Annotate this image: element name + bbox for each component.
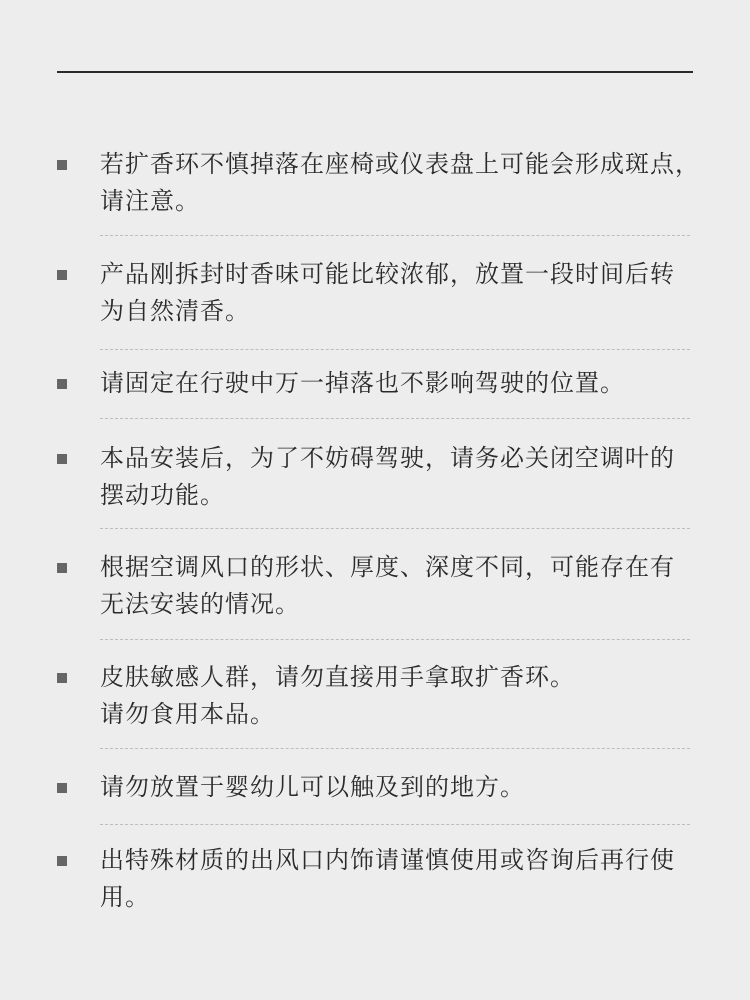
square-bullet-icon (57, 454, 67, 464)
square-bullet-icon (57, 160, 67, 170)
dashed-divider (100, 528, 690, 529)
cropped-title (52, 0, 362, 8)
dashed-divider (100, 824, 690, 825)
dashed-divider (100, 349, 690, 350)
list-item-text (100, 659, 700, 733)
line-1: 出特殊材质的出风口内饰请谨慎使用或咨询后再行使 (100, 846, 675, 874)
list-item-text (100, 842, 700, 916)
line-2: 请注意。 (100, 187, 200, 215)
title-underline (57, 71, 693, 73)
square-bullet-icon (57, 563, 67, 573)
square-bullet-icon (57, 379, 67, 389)
dashed-divider (100, 639, 690, 640)
dashed-divider (100, 235, 690, 236)
list-item-text (100, 256, 700, 330)
line-1: 若扩香环不慎掉落在座椅或仪表盘上可能会形成斑点， (100, 150, 700, 178)
line-1: 产品刚拆封时香味可能比较浓郁，放置一段时间后转 (100, 260, 675, 288)
line-1: 本品安装后，为了不妨碍驾驶，请务必关闭空调叶的 (100, 444, 675, 472)
square-bullet-icon (57, 673, 67, 683)
line-1: 皮肤敏感人群，请勿直接用手拿取扩香环。 (100, 663, 575, 691)
list-item-text (100, 440, 700, 514)
dashed-divider (100, 748, 690, 749)
line-1: 请固定在行驶中万一掉落也不影响驾驶的位置。 (100, 369, 625, 397)
line-2: 请勿食用本品。 (100, 700, 275, 728)
list-item-text (100, 146, 700, 220)
list-item-text (100, 769, 700, 806)
line-2: 为自然清香。 (100, 297, 250, 325)
list-item-text (100, 549, 700, 623)
line-2: 摆动功能。 (100, 481, 225, 509)
line-1: 请勿放置于婴幼儿可以触及到的地方。 (100, 773, 525, 801)
square-bullet-icon (57, 270, 67, 280)
dashed-divider (100, 418, 690, 419)
square-bullet-icon (57, 783, 67, 793)
list-item-text (100, 365, 700, 402)
line-2: 无法安装的情况。 (100, 590, 300, 618)
square-bullet-icon (57, 856, 67, 866)
line-1: 根据空调风口的形状、厚度、深度不同，可能存在有 (100, 553, 675, 581)
line-2: 用。 (100, 883, 150, 911)
